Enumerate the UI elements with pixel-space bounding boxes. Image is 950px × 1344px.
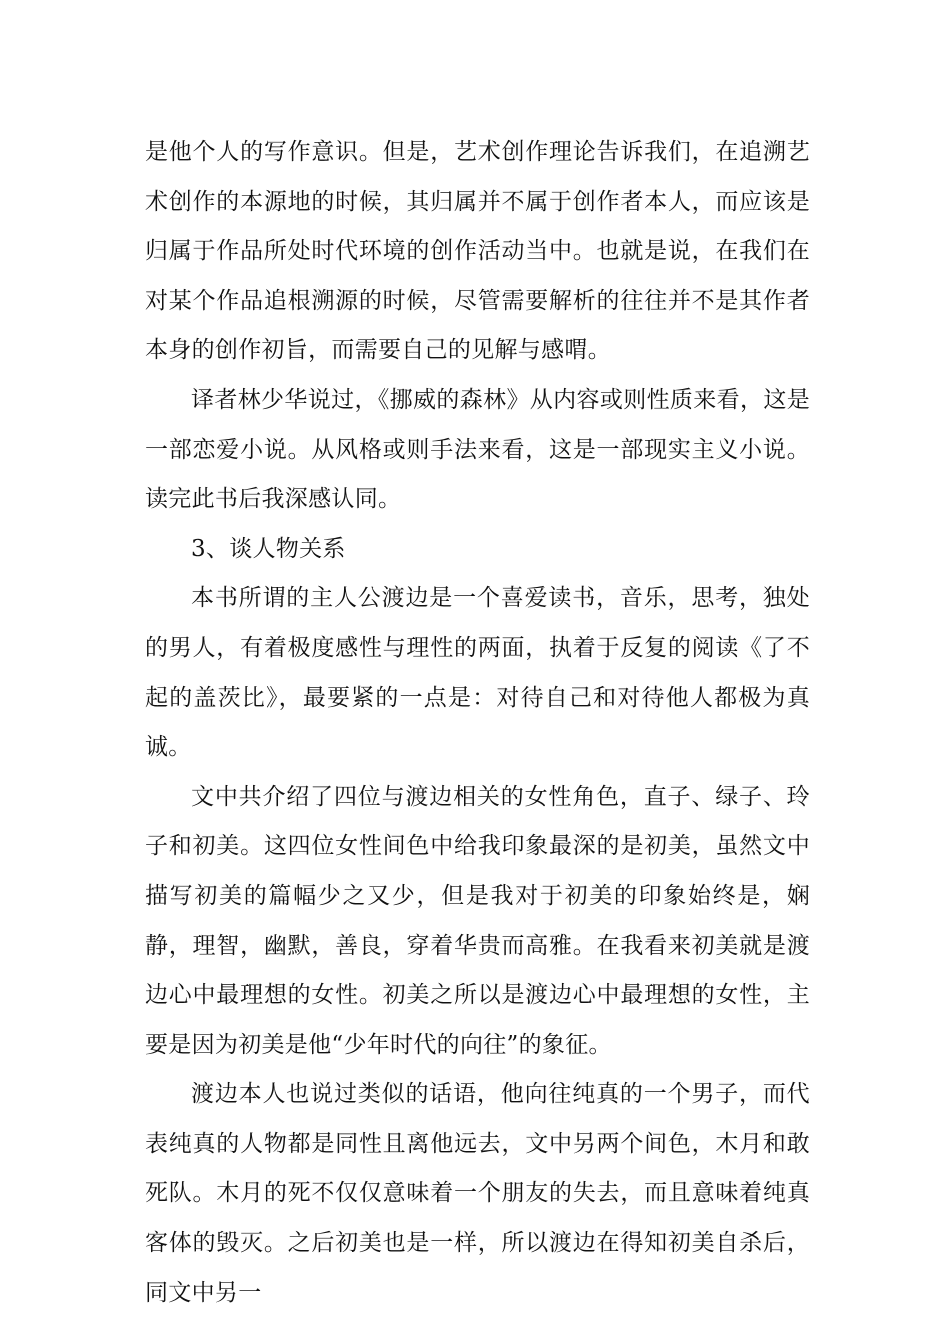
body-text [145, 128, 810, 1318]
paragraph-4: 文中共介绍了四位与渡边相关的女性角色，直子、绿子、玲子和初美。这四位女性间色中给我印象最深的是初美，虽然文中描写初美的篇幅少之又少，但是我对于初美的印象始终是，娴静，理智，幽默，善良，穿着华贵而高雅。在我看来初美就是渡边心中最理想的女性。初美之所以是渡边心中最理想的女性，主要是因为初美是他“少年时代的向往”的象征。 [145, 783, 810, 1058]
section-heading: 3、谈人物关系 [191, 535, 346, 562]
paragraph-3: 本书所谓的主人公渡边是一个喜爱读书，音乐，思考，独处的男人，有着极度感性与理性的两面，执着于反复的阅读《了不起的盖茨比》，最要紧的一点是：对待自己和对待他人都极为真诚。 [145, 585, 810, 761]
paragraph-1: 是他个人的写作意识。但是，艺术创作理论告诉我们，在追溯艺术创作的本源地的时候，其归属并不属于创作者本人，而应该是归属于作品所处时代环境的创作活动当中。也就是说，在我们在对某个作品追根溯源的时候，尽管需要解析的往往并不是其作者本身的创作初旨，而需要自己的见解与感喟。 [145, 139, 810, 364]
paragraph-5: 渡边本人也说过类似的话语，他向往纯真的一个男子，而代表纯真的人物都是同性且离他远去，文中另两个间色，木月和敢死队。木月的死不仅仅意味着一个朋友的失去，而且意味着纯真客体的毁灭。之后初美也是一样，所以渡边在得知初美自杀后，同文中另一 [145, 1081, 810, 1306]
paragraph-2: 译者林少华说过，《挪威的森林》从内容或则性质来看，这是一部恋爱小说。从风格或则手法来看，这是一部现实主义小说。读完此书后我深感认同。 [145, 386, 810, 513]
